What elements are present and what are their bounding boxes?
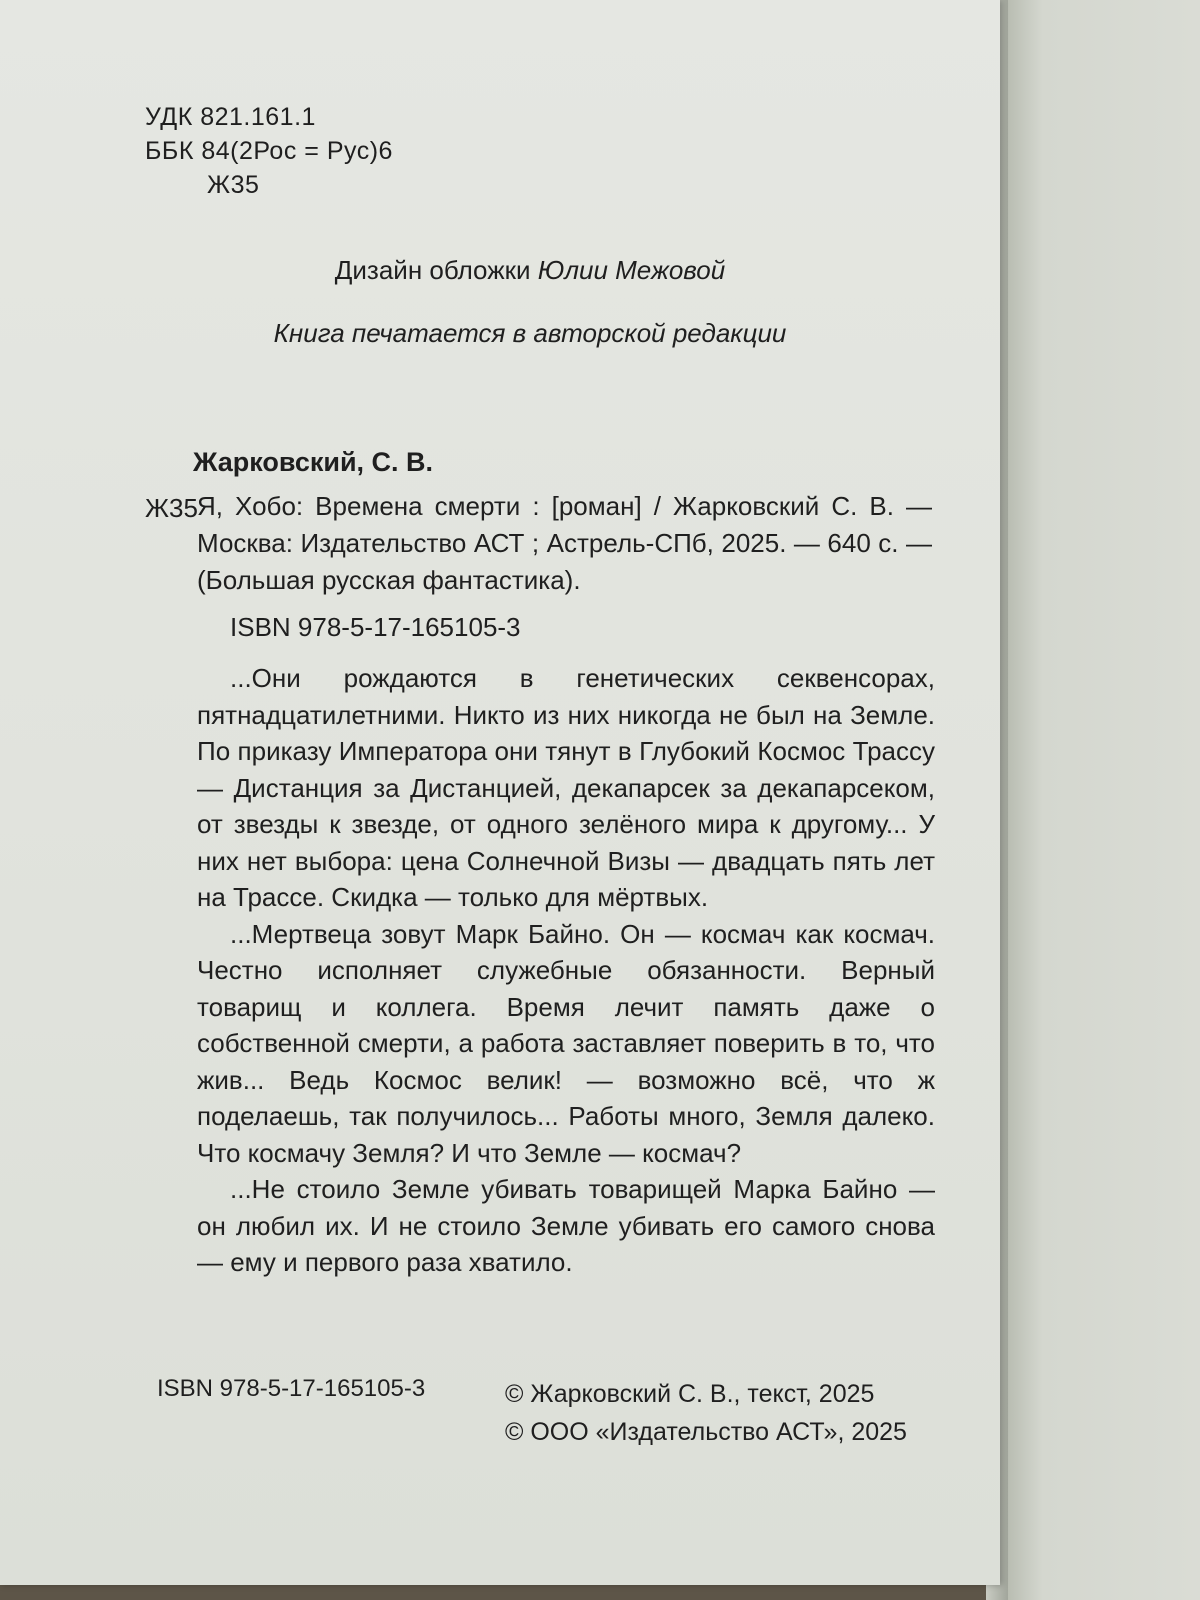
udk-code: УДК 821.161.1 <box>145 103 316 131</box>
catalog-author: Жарковский, С. В. <box>193 447 434 477</box>
cover-design-credit <box>0 255 1000 286</box>
author-sign: Ж35 <box>207 171 260 199</box>
catalog-isbn: ISBN 978-5-17-165105-3 <box>230 612 521 642</box>
designer-name: Юлии Межовой <box>537 255 726 285</box>
facing-page <box>1008 0 1200 1600</box>
copyright-block <box>505 1375 907 1451</box>
catalog-code: Ж35 <box>145 493 198 523</box>
classification-block <box>145 100 393 202</box>
bbk-code: ББК 84(2Рос = Рус)6 <box>145 137 393 165</box>
edition-note: Книга печатается в авторской редакции <box>273 318 787 348</box>
annotation-paragraph: ...Они рождаются в генетических секвенсорах, пятнадцатилетними. Никто из них никогда не был на Земле. По приказу Императора они тянут в Глубокий Космос Трассу — Дистанция за Дистанцией, декапарсек за декапарсеком, от звезды к звезде, от одного зелёного мира к другому... У них нет выбора: цена Солнечной Визы — двадцать пять лет на Трассе. Скидка — только для мёртвых. <box>197 663 935 912</box>
annotation <box>197 660 935 1281</box>
design-credit-prefix: Дизайн обложки <box>334 255 538 285</box>
footer-isbn: ISBN 978-5-17-165105-3 <box>157 1375 426 1402</box>
copyright-publisher: © ООО «Издательство АСТ», 2025 <box>505 1418 907 1446</box>
annotation-paragraph: ...Мертвеца зовут Марк Байно. Он — космач как космач. Честно исполняет служебные обязанности. Верный товарищ и коллега. Время лечит память даже о собственной смерти, а работа заставляет поверить в то, что жив... Ведь Космос велик! — возможно всё, что ж поделаешь, так получилось... Работы много, Земля далеко. Что космачу Земля? И что Земле — космач? <box>197 918 935 1168</box>
annotation-paragraph: ...Не стоило Земле убивать товарищей Марка Байно — он любил их. И не стоило Земле убивать его самого снова — ему и первого раза хватило. <box>197 1174 935 1277</box>
copyright-text: © Жарковский С. В., текст, 2025 <box>505 1380 875 1408</box>
bibliographic-description: Я, Хобо: Времена смерти : [роман] / Жарковский С. В. — Москва: Издательство АСТ ; Астрель-СПб, 2025. — 640 с. — (Большая русская фантастика). <box>197 491 932 595</box>
